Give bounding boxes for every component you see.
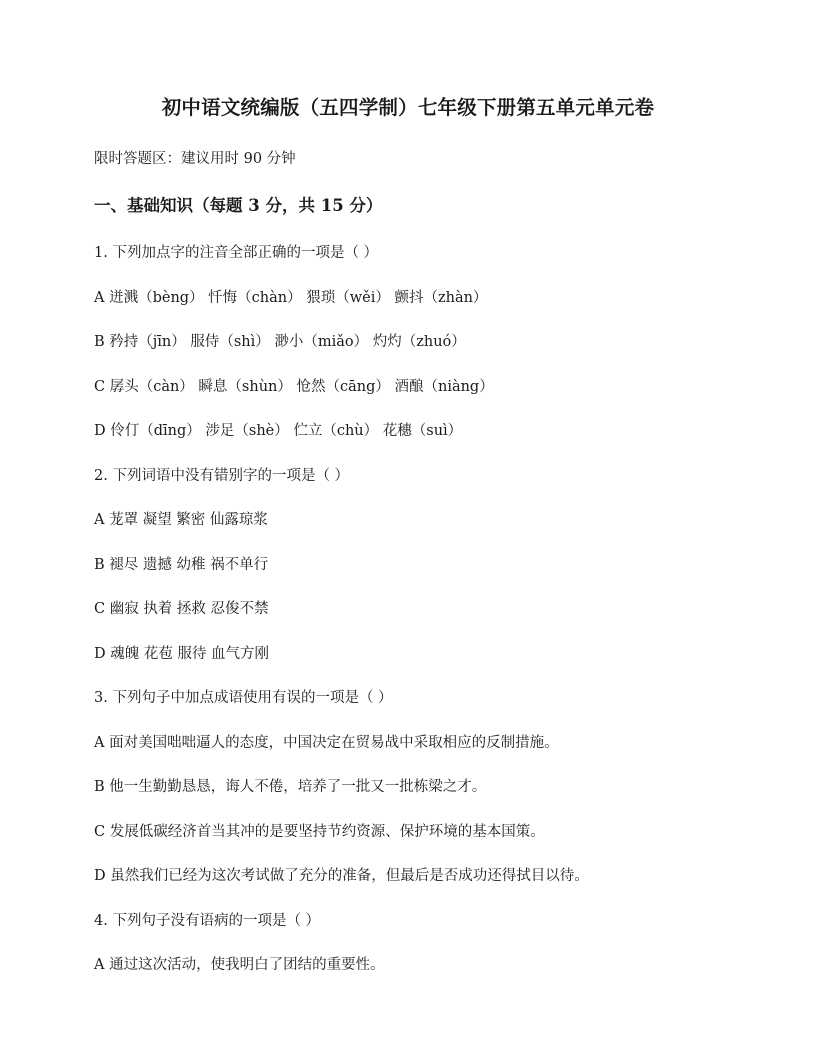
question-option: A 通过这次活动，使我明白了团结的重要性。 xyxy=(94,957,385,973)
question-option: C 幽寂 执着 拯救 忍俊不禁 xyxy=(94,601,269,617)
question-stem: 4. 下列句子没有语病的一项是（ ） xyxy=(94,913,321,929)
question-option: C 发展低碳经济首当其冲的是要坚持节约资源、保护环境的基本国策。 xyxy=(94,824,545,840)
question-stem: 3. 下列句子中加点成语使用有误的一项是（ ） xyxy=(94,690,393,706)
question-option: B 他一生勤勤恳恳，诲人不倦，培养了一批又一批栋梁之才。 xyxy=(94,779,487,795)
question-stem: 2. 下列词语中没有错别字的一项是（ ） xyxy=(94,468,350,484)
question-option: A 迸溅（bèng） 忏悔（chàn） 猥琐（wěi） 颤抖（zhàn） xyxy=(94,290,488,306)
time-note: 限时答题区：建议用时 90 分钟 xyxy=(94,151,296,167)
question-stem: 1. 下列加点字的注音全部正确的一项是（ ） xyxy=(94,245,379,261)
question-option: D 伶仃（dīng） 涉足（shè） 伫立（chù） 花穗（suì） xyxy=(94,423,463,439)
question-option: B 褪尽 遗撼 幼稚 祸不单行 xyxy=(94,557,269,573)
question-option: B 矜持（jīn） 服侍（shì） 渺小（miǎo） 灼灼（zhuó） xyxy=(94,334,466,350)
question-option: A 茏罩 凝望 繁密 仙露琼浆 xyxy=(94,512,268,528)
page-title: 初中语文统编版（五四学制）七年级下册第五单元单元卷 xyxy=(161,96,655,119)
question-option: C 孱头（càn） 瞬息（shùn） 怆然（cāng） 酒酿（niàng） xyxy=(94,379,494,395)
question-option: A 面对美国咄咄逼人的态度，中国决定在贸易战中采取相应的反制措施。 xyxy=(94,735,559,751)
question-option: D 魂魄 花苞 服待 血气方刚 xyxy=(94,646,270,662)
section-heading: 一、基础知识（每题 3 分，共 15 分） xyxy=(94,196,383,215)
question-option: D 虽然我们已经为这次考试做了充分的准备，但最后是否成功还得拭目以待。 xyxy=(94,868,589,884)
